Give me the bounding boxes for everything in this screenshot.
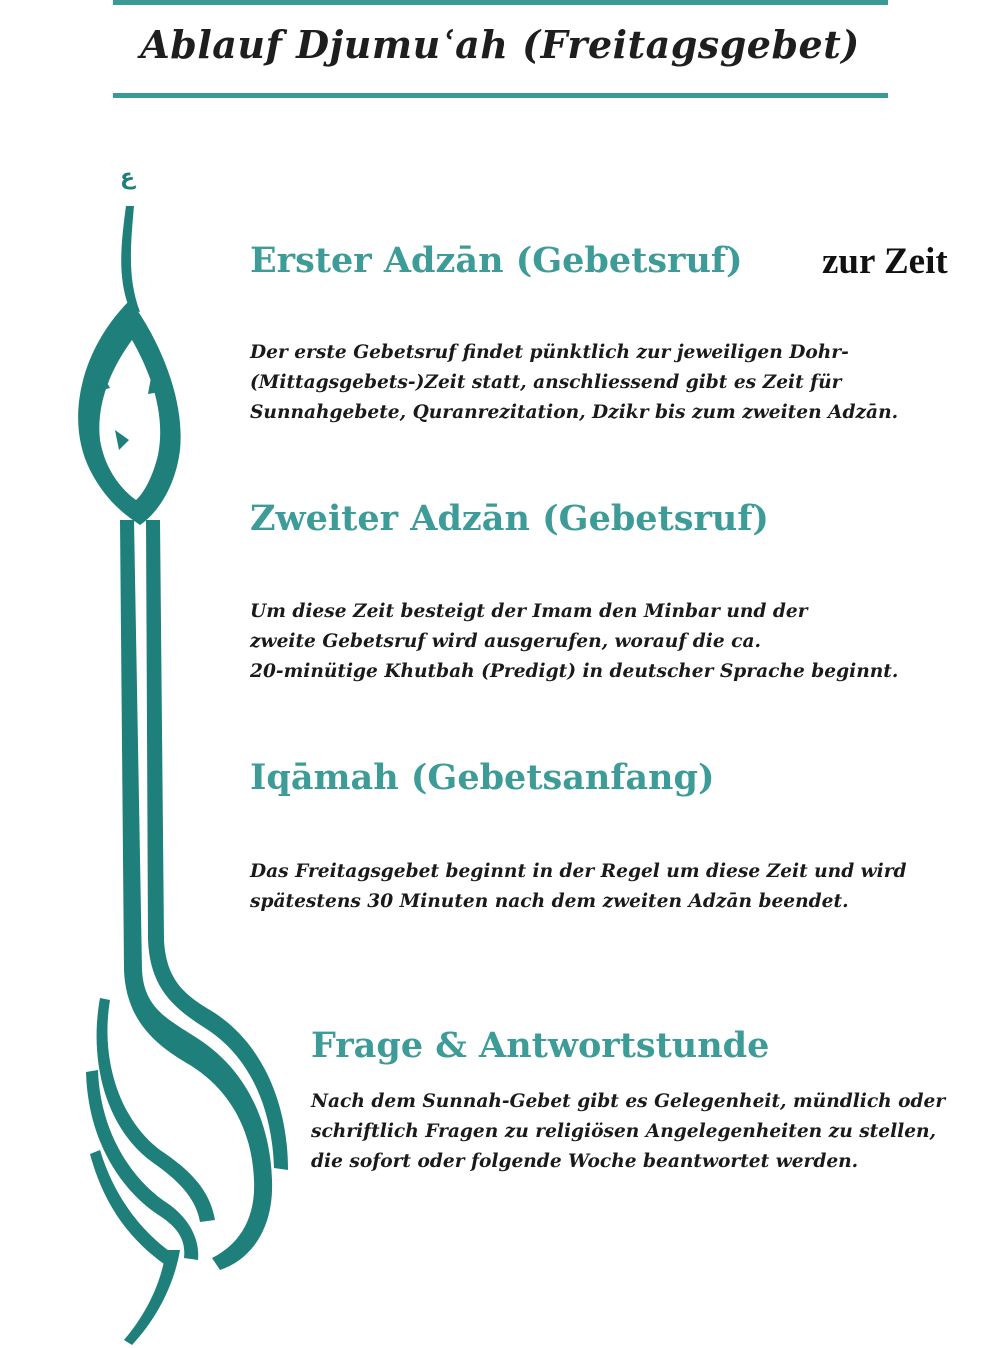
text-line: 20-minütige Khutbah (Predigt) in deutscher Sprache beginnt. <box>250 661 899 682</box>
section-text-second-adhan <box>250 597 898 687</box>
section-heading-first-adhan: Erster Adzān (Gebetsruf) <box>250 240 743 281</box>
section-text-iqamah <box>250 857 907 917</box>
section-heading-second-adhan: Zweiter Adzān (Gebetsruf) <box>250 498 769 539</box>
time-label: zur Zeit <box>822 241 948 282</box>
text-line: schriftlich Fragen zu religiösen Angelegenheiten zu stellen, <box>311 1121 937 1142</box>
section-heading-iqamah: Iqāmah (Gebetsanfang) <box>250 757 715 798</box>
svg-text:ع: ع <box>120 165 136 190</box>
text-line: die sofort oder folgende Woche beantwortet werden. <box>311 1151 859 1172</box>
text-line: Um diese Zeit besteigt der Imam den Minbar und der <box>250 601 808 622</box>
section-text-qa-hour <box>311 1087 945 1177</box>
page-title: Ablauf Djumuʿah (Freitagsgebet) <box>140 22 860 67</box>
arabic-calligraphy-icon <box>60 140 290 1345</box>
text-line: (Mittagsgebets-)Zeit statt, anschliessend gibt es Zeit für <box>250 372 842 393</box>
text-line: Der erste Gebetsruf findet pünktlich zur jeweiligen Dohr- <box>250 342 849 363</box>
text-line: zweite Gebetsruf wird ausgerufen, worauf die ca. <box>250 631 762 652</box>
text-line: Sunnahgebete, Quranrezitation, Dzikr bis zum zweiten Adzān. <box>250 402 899 423</box>
bottom-divider <box>113 93 888 98</box>
section-text-first-adhan <box>250 338 898 428</box>
text-line: Das Freitagsgebet beginnt in der Regel um diese Zeit und wird <box>250 861 907 882</box>
top-divider <box>113 0 888 5</box>
text-line: spätestens 30 Minuten nach dem zweiten Adzān beendet. <box>250 891 849 912</box>
section-heading-qa-hour: Frage & Antwortstunde <box>311 1025 770 1066</box>
text-line: Nach dem Sunnah-Gebet gibt es Gelegenheit, mündlich oder <box>311 1091 946 1112</box>
